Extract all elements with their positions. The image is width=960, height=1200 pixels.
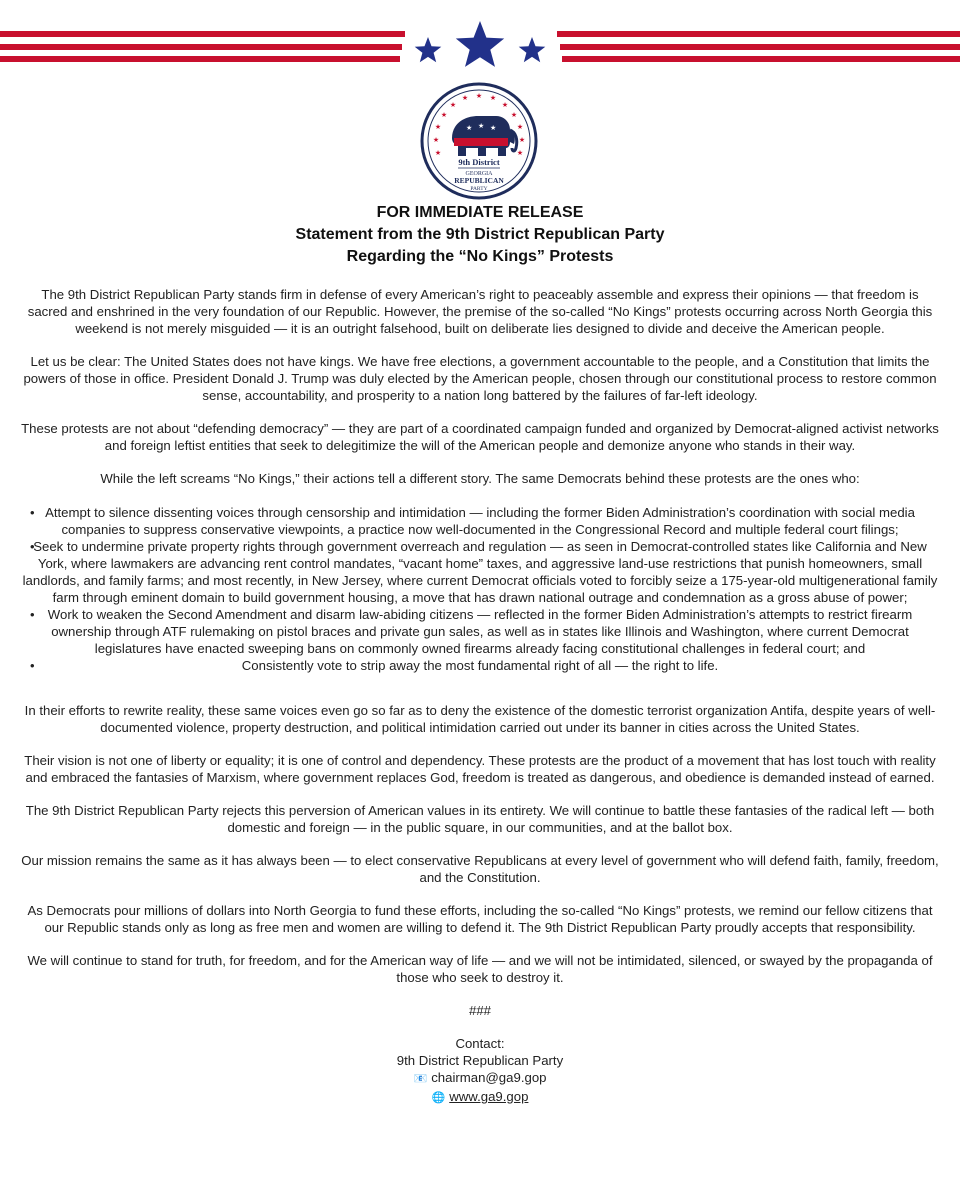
logo-text-party-name: REPUBLICAN (454, 176, 504, 185)
svg-text:★: ★ (501, 101, 509, 109)
svg-text:★: ★ (434, 123, 442, 131)
svg-text:★: ★ (466, 124, 473, 132)
accusations-list (20, 504, 940, 674)
envelope-icon: 📧 (413, 1073, 428, 1085)
paragraph-antifa: In their efforts to rewrite reality, these same voices even go so far as to deny the existence of the domestic terrorist organization Antifa, despite years of well-documented violence, property destruction, and political intimidation carried out under its banner in cities across the United States. (24, 703, 936, 735)
paragraph-mission: Our mission remains the same as it has always been — to elect conservative Republicans at every level of government who will defend faith, family, freedom, and the Constitution. (21, 853, 939, 885)
stars-and-stripes-banner (0, 0, 960, 80)
globe-icon: 🌐 (431, 1092, 446, 1104)
svg-text:★: ★ (432, 136, 440, 144)
contact-block (20, 1035, 940, 1107)
release-heading (0, 202, 960, 268)
contact-organization: 9th District Republican Party (396, 1053, 564, 1068)
svg-text:★: ★ (489, 94, 497, 102)
svg-text:★: ★ (440, 111, 448, 119)
paragraph-freedom-to-assemble: The 9th District Republican Party stands firm in defense of every American’s right to peaceably assemble and express their opinions — that freedom is sacred and enshrined in the very foundation of our Republic. However, the premise of the so-called “No Kings” protests occurring across North Georgia this weekend is not merely misguided — it is an outright falsehood, built on deliberate lies designed to divide and deceive the American people. (27, 287, 933, 336)
statement-subtitle: Regarding the “No Kings” Protests (346, 248, 614, 265)
paragraph-no-kings: Let us be clear: The United States does not have kings. We have free elections, a government accountable to the people, and a Constitution that limits the powers of those in office. President Donald J. Trump was duly elected by the American people, chosen through our constitutional process to restore common sense, accountability, and prosperity to a nation long battered by the failures of far-left ideology. (23, 354, 937, 403)
svg-text:★: ★ (516, 149, 524, 157)
paragraph-list-intro: While the left screams “No Kings,” their actions tell a different story. The same Democrats behind these protests are the ones who: (100, 471, 860, 486)
center-star-icon (456, 21, 504, 67)
list-item-text: Consistently vote to strip away the most fundamental right of all — the right to life. (241, 658, 719, 673)
list-item (20, 657, 940, 674)
list-item-text: Work to weaken the Second Amendment and disarm law-abiding citizens — reflected in the former Biden Administration’s attempts to restrict firearm ownership through ATF rulemaking on pistol braces and private gun sales, as well as in states like Illinois and Washington, where current Democrat legislatures have enacted sweeping bans on commonly owned firearms already facing constitutional challenges in federal court; and (47, 607, 913, 656)
svg-text:★: ★ (516, 123, 524, 131)
svg-text:★: ★ (490, 124, 497, 132)
svg-text:★: ★ (510, 111, 518, 119)
right-star-icon (519, 37, 546, 62)
release-label: FOR IMMEDIATE RELEASE (376, 204, 584, 221)
list-item-text: Seek to undermine private property rights through government overreach and regulation — as seen in Democrat-controlled states like California and New York, where lawmakers are advancing rent control mandates, “vacant home” taxes, and aggressive land-use restrictions that punish homeowners, small landlords, and family farms; and most recently, in New Jersey, where current Democrat officials voted to forcibly seize a 175-year-old multigenerational family farm through eminent domain to build government housing, a move that has drawn national outrage and condemnation as a gross abuse of power; (22, 539, 938, 605)
list-item-text: Attempt to silence dissenting voices through censorship and intimidation — including the former Biden Administration’s coordination with social media companies to suppress conservative viewpoints, a practice now well-documented in the Congressional Record and multiple federal court filings; (45, 505, 915, 537)
svg-text:★: ★ (478, 122, 485, 130)
end-mark: ### (468, 1003, 491, 1018)
left-star-icon (415, 37, 442, 62)
party-seal-logo (420, 82, 538, 200)
right-stripes (557, 31, 960, 62)
svg-text:★: ★ (449, 101, 457, 109)
svg-text:★: ★ (518, 136, 526, 144)
logo-text-state: GEORGIA (465, 171, 493, 177)
statement-title: Statement from the 9th District Republican Party (295, 226, 665, 243)
paragraph-rejects: The 9th District Republican Party rejects this perversion of American values in its entirety. We will continue to battle these fantasies of the radical left — both domestic and foreign — in the public square, in our communities, and at the ballot box. (25, 803, 935, 835)
list-item (20, 606, 940, 657)
svg-text:★: ★ (434, 149, 442, 157)
bullet-icon: • (30, 607, 35, 622)
release-body (20, 286, 940, 1107)
list-item (20, 538, 940, 606)
paragraph-north-georgia: As Democrats pour millions of dollars into North Georgia to fund these efforts, including the so-called “No Kings” protests, we remind our fellow citizens that our Republic stands only as long as free men and women are willing to defend it. The 9th District Republican Party proudly accepts that responsibility. (27, 903, 933, 935)
contact-label: Contact: (455, 1036, 505, 1051)
contact-email[interactable]: chairman@ga9.gop (431, 1070, 547, 1085)
paragraph-closing: We will continue to stand for truth, for freedom, and for the American way of life — and we will not be intimidated, silenced, or swayed by the propaganda of those who seek to destroy it. (27, 953, 933, 985)
bullet-icon: • (30, 505, 35, 520)
bullet-icon: • (30, 658, 35, 673)
contact-email-row (20, 1069, 940, 1088)
paragraph-coordinated-campaign: These protests are not about “defending democracy” — they are part of a coordinated campaign funded and organized by Democrat-aligned activist networks and foreign leftist entities that seek to delegitimize the will of the American people and demonize anyone who stands in their way. (21, 421, 939, 453)
contact-website-row (20, 1088, 940, 1107)
svg-text:★: ★ (461, 94, 469, 102)
left-stripes (0, 31, 405, 62)
website-link[interactable]: www.ga9.gop (449, 1089, 529, 1104)
logo-text-district: 9th District (458, 157, 500, 167)
bullet-icon: • (30, 539, 35, 554)
svg-text:★: ★ (475, 92, 483, 100)
logo-text-party: PARTY (470, 186, 488, 192)
paragraph-vision: Their vision is not one of liberty or equality; it is one of control and dependency. These protests are the product of a movement that has lost touch with reality and embraced the fantasies of Marxism, where government replaces God, freedom is treated as dangerous, and obedience is demanded instead of earned. (24, 753, 936, 785)
list-item (20, 504, 940, 538)
